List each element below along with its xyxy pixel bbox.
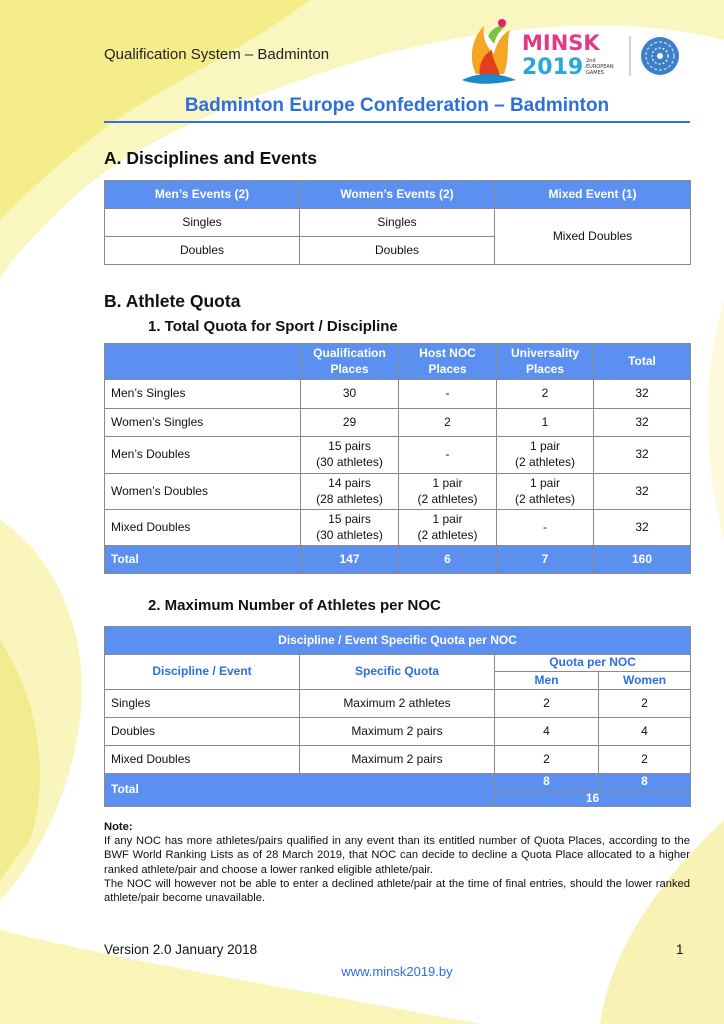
total-row: [105, 546, 691, 574]
quota-cell: Maximum 2 pairs: [300, 746, 495, 774]
universality-cell: [497, 437, 594, 474]
note-label: Note:: [104, 821, 133, 833]
quota-header-universality: Universality Places: [497, 344, 594, 380]
header-womens-events: Women’s Events (2): [300, 181, 495, 209]
value-line1: 15 pairs: [328, 511, 371, 526]
row-label: Women’s Singles: [105, 409, 301, 437]
cell-women-doubles: Doubles: [300, 237, 495, 265]
row-label: Women’s Doubles: [105, 474, 301, 510]
men-cell: 4: [495, 718, 599, 746]
men-cell: 2: [495, 746, 599, 774]
table-row: [105, 510, 691, 546]
header-mixed-event: Mixed Event (1): [495, 181, 691, 209]
total-quota-table: [104, 343, 691, 574]
note-block: [104, 820, 690, 905]
quota-header-qualification: Qualification Places: [301, 344, 399, 380]
men-cell: 2: [495, 690, 599, 718]
value: 2: [541, 386, 549, 401]
women-cell: 2: [599, 690, 691, 718]
total-cell: 32: [594, 380, 691, 409]
women-cell: 4: [599, 718, 691, 746]
quota-header-total: Total: [594, 344, 691, 380]
qualification-cell: [301, 437, 399, 474]
cell-men-singles: Singles: [105, 209, 300, 237]
table-row: [105, 746, 691, 774]
noc-header-event: Discipline / Event: [105, 655, 300, 690]
total-cell: 32: [594, 409, 691, 437]
value: 30: [342, 386, 357, 401]
value-line2: (2 athletes): [514, 491, 576, 506]
quota-cell: Maximum 2 athletes: [300, 690, 495, 718]
title-divider: [104, 121, 690, 123]
value-line1: 1 pair: [529, 439, 561, 454]
cell-women-singles: Singles: [300, 209, 495, 237]
women-cell: 2: [599, 746, 691, 774]
event-cell: Mixed Doubles: [105, 746, 300, 774]
noc-total-men: 8: [495, 774, 599, 791]
value: 1: [541, 414, 549, 429]
logo-text-year: 2019: [522, 55, 584, 80]
qualification-cell: [301, 380, 399, 409]
universality-cell: [497, 380, 594, 409]
table-row: [105, 380, 691, 409]
value-line2: (30 athletes): [316, 455, 383, 469]
table-row: [105, 718, 691, 746]
note-paragraph-1: If any NOC has more athletes/pairs qualified in any event than its entitled number of Quota Places, according to the BWF World Ranking Lists as of 28 March 2019, that NOC can decide to decline a Quota Place allocated to a higher ranked athlete/pair and choose a lower ranked eligible athlete/pair.: [104, 835, 690, 876]
value-line2: (2 athletes): [417, 491, 478, 506]
logo-text-minsk: MINSK: [522, 31, 600, 55]
table-row: [105, 409, 691, 437]
row-label: Men’s Singles: [105, 380, 301, 409]
event-cell: Doubles: [105, 718, 300, 746]
section-a-heading: A. Disciplines and Events: [104, 148, 317, 168]
cell-mixed-doubles: Mixed Doubles: [495, 209, 691, 265]
universality-cell: [497, 510, 594, 546]
total-cell: 32: [594, 474, 691, 510]
event-cell: Singles: [105, 690, 300, 718]
document-header-title: Qualification System – Badminton: [104, 46, 330, 63]
total-host: 6: [399, 546, 497, 574]
noc-header-women: Women: [599, 672, 691, 690]
value: 29: [342, 414, 357, 429]
noc-total-label: Total: [105, 774, 495, 807]
value-line2: (2 athletes): [417, 527, 478, 542]
quota-header-event: [105, 344, 301, 380]
value-line1: 1 pair: [529, 475, 561, 490]
value-line1: 14 pairs: [328, 475, 371, 490]
subsection-2-heading: 2. Maximum Number of Athletes per NOC: [148, 597, 441, 614]
noc-table-title: Discipline / Event Specific Quota per NOC: [105, 627, 691, 655]
total-cell: 32: [594, 510, 691, 546]
table-row: [105, 690, 691, 718]
page-title: Badminton Europe Confederation – Badminton: [184, 95, 610, 116]
footer-page-number: 1: [676, 942, 684, 957]
disciplines-table: [104, 180, 691, 265]
note-paragraph-2: The NOC will however not be able to enter a declined athlete/pair at the time of final entries, should the lower ranked athlete/pair become unavailable.: [104, 877, 690, 905]
row-label: Men’s Doubles: [105, 437, 301, 474]
flame-emblem-icon: [462, 19, 516, 84]
host-cell: [399, 409, 497, 437]
host-cell: [399, 437, 497, 474]
noc-quota-table: [104, 626, 691, 807]
row-label: Mixed Doubles: [105, 510, 301, 546]
host-cell: [399, 380, 497, 409]
qualification-cell: [301, 510, 399, 546]
noc-grand-total: 16: [495, 790, 691, 807]
header-mens-events: Men’s Events (2): [105, 181, 300, 209]
noc-header-men: Men: [495, 672, 599, 690]
value-line2: (2 athletes): [514, 455, 576, 469]
value: -: [445, 447, 450, 462]
quota-header-host: Host NOC Places: [399, 344, 497, 380]
total-cell: 32: [594, 437, 691, 474]
host-cell: [399, 510, 497, 546]
value-line2: (30 athletes): [316, 527, 383, 542]
noc-header-quota: Specific Quota: [300, 655, 495, 690]
qualification-cell: [301, 474, 399, 510]
logo-tag-edition: 2nd: [586, 58, 596, 64]
noc-total-women: 8: [599, 774, 691, 791]
total-qualification: 147: [301, 546, 399, 574]
qualification-cell: [301, 409, 399, 437]
value-line2: (28 athletes): [316, 491, 383, 506]
value-line1: 15 pairs: [328, 439, 371, 454]
eoc-emblem-icon: [641, 37, 679, 75]
logo-tag-european: EUROPEAN: [586, 64, 614, 70]
value: -: [445, 386, 450, 401]
universality-cell: [497, 474, 594, 510]
value: -: [543, 519, 547, 534]
logo-tag-games: GAMES: [586, 70, 604, 76]
value-line1: 1 pair: [432, 475, 463, 490]
cell-men-doubles: Doubles: [105, 237, 300, 265]
noc-header-per-noc: Quota per NOC: [495, 655, 691, 672]
table-row: [105, 474, 691, 510]
footer-version: Version 2.0 January 2018: [104, 942, 258, 957]
universality-cell: [497, 409, 594, 437]
total-overall: 160: [594, 546, 691, 574]
minsk-2019-logo: [458, 14, 690, 92]
footer-url: www.minsk2019.by: [341, 964, 453, 979]
host-cell: [399, 474, 497, 510]
quota-cell: Maximum 2 pairs: [300, 718, 495, 746]
total-label: Total: [105, 546, 301, 574]
value-line1: 1 pair: [432, 511, 463, 526]
total-universality: 7: [497, 546, 594, 574]
section-b-heading: B. Athlete Quota: [104, 291, 241, 311]
subsection-1-heading: 1. Total Quota for Sport / Discipline: [148, 318, 398, 335]
value: 2: [444, 414, 451, 429]
table-row: [105, 437, 691, 474]
